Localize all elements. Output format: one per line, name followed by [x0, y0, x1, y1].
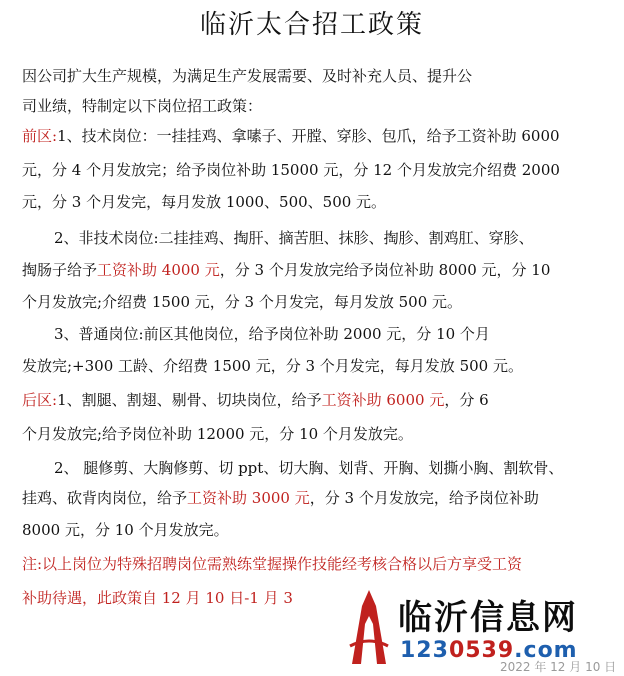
watermark-date: 2022 年 12 月 10 日 — [500, 660, 617, 674]
front-item-3-line-2: 发放完;+300 工龄、介绍费 1500 元，分 3 个月发完，每月发放 500 元。 — [22, 357, 523, 375]
back-item-1-text-post: ，分 6 — [444, 391, 489, 409]
back-item-1-line-1 — [22, 390, 612, 410]
front-item-2-text: 掏肠子给予 — [22, 261, 98, 279]
front-item-2-line-3: 个月发放完;介绍费 1500 元，分 3 个月发完，每月发放 500 元。 — [22, 293, 463, 311]
page-title: 临沂太合招工政策 — [199, 10, 424, 40]
back-item-2-text-post: ，分 3 个月发放完，给予岗位补助 — [309, 489, 539, 507]
site-url-part: .com — [514, 638, 578, 663]
note-line-1: 注:以上岗位为特殊招聘岗位需熟练堂握操作技能经考核合格以后方享受工资 — [22, 555, 523, 573]
site-url-part: 0539 — [448, 638, 515, 663]
note-line-2: 补助待遇，此政策自 12 月 10 日-1 月 3 — [22, 589, 293, 607]
back-item-2-text: 挂鸡、砍背肉岗位，给予 — [22, 489, 188, 507]
front-item-2-line-2 — [22, 260, 612, 280]
wage-subsidy-highlight: 工资补助 4000 元 — [97, 261, 220, 279]
front-item-2-line-1: 2、非技术岗位:二挂挂鸡、掏肝、摘苦胆、抹胗、掏胗、割鸡肛、穿胗、 — [54, 229, 534, 247]
site-url-part: 123 — [400, 638, 449, 663]
site-logo-icon — [346, 586, 392, 670]
front-item-1-line-2: 元，分 4 个月发放完；给予岗位补助 15000 元，分 12 个月发放完介绍费 2000 — [22, 161, 560, 179]
wage-subsidy-highlight: 工资补助 3000 元 — [187, 489, 310, 507]
front-item-3-line-1: 3、普通岗位:前区其他岗位，给予岗位补助 2000 元，分 10 个月 — [54, 325, 490, 343]
front-item-1-line-3: 元，分 3 个月发完，每月发放 1000、500、500 元。 — [22, 193, 387, 211]
intro-line-2: 司业绩，特制定以下岗位招工政策： — [22, 97, 263, 115]
back-item-2-line-2 — [22, 488, 612, 508]
back-item-1-text: 1、割腿、割翅、剔骨、切块岗位，给予 — [57, 391, 322, 409]
back-item-2-line-3: 8000 元，分 10 个月发放完。 — [22, 521, 229, 539]
wage-subsidy-highlight: 工资补助 6000 元 — [321, 391, 445, 409]
site-name: 临沂信息网 — [398, 598, 578, 638]
intro-line-1: 因公司扩大生产规模，为满足生产发展需要、及时补充人员、提升公 — [22, 67, 473, 85]
front-area-label: 前区: — [22, 127, 58, 145]
front-item-1-text: 1、技术岗位：一挂挂鸡、拿嗉子、开膛、穿胗、包爪，给予工资补助 6000 — [57, 127, 560, 145]
front-item-1-line-1 — [22, 126, 612, 146]
back-item-1-line-2: 个月发放完;给予岗位补助 12000 元，分 10 个月发放完。 — [22, 425, 413, 443]
site-watermark — [340, 582, 624, 676]
front-item-2-text-post: ，分 3 个月发放完给予岗位补助 8000 元，分 10 — [219, 261, 551, 279]
back-area-label: 后区: — [22, 391, 58, 409]
back-item-2-line-1: 2、 腿修剪、大胸修剪、切 ppt、切大胸、划背、开胸、划撕小胸、割软骨、 — [54, 459, 564, 477]
